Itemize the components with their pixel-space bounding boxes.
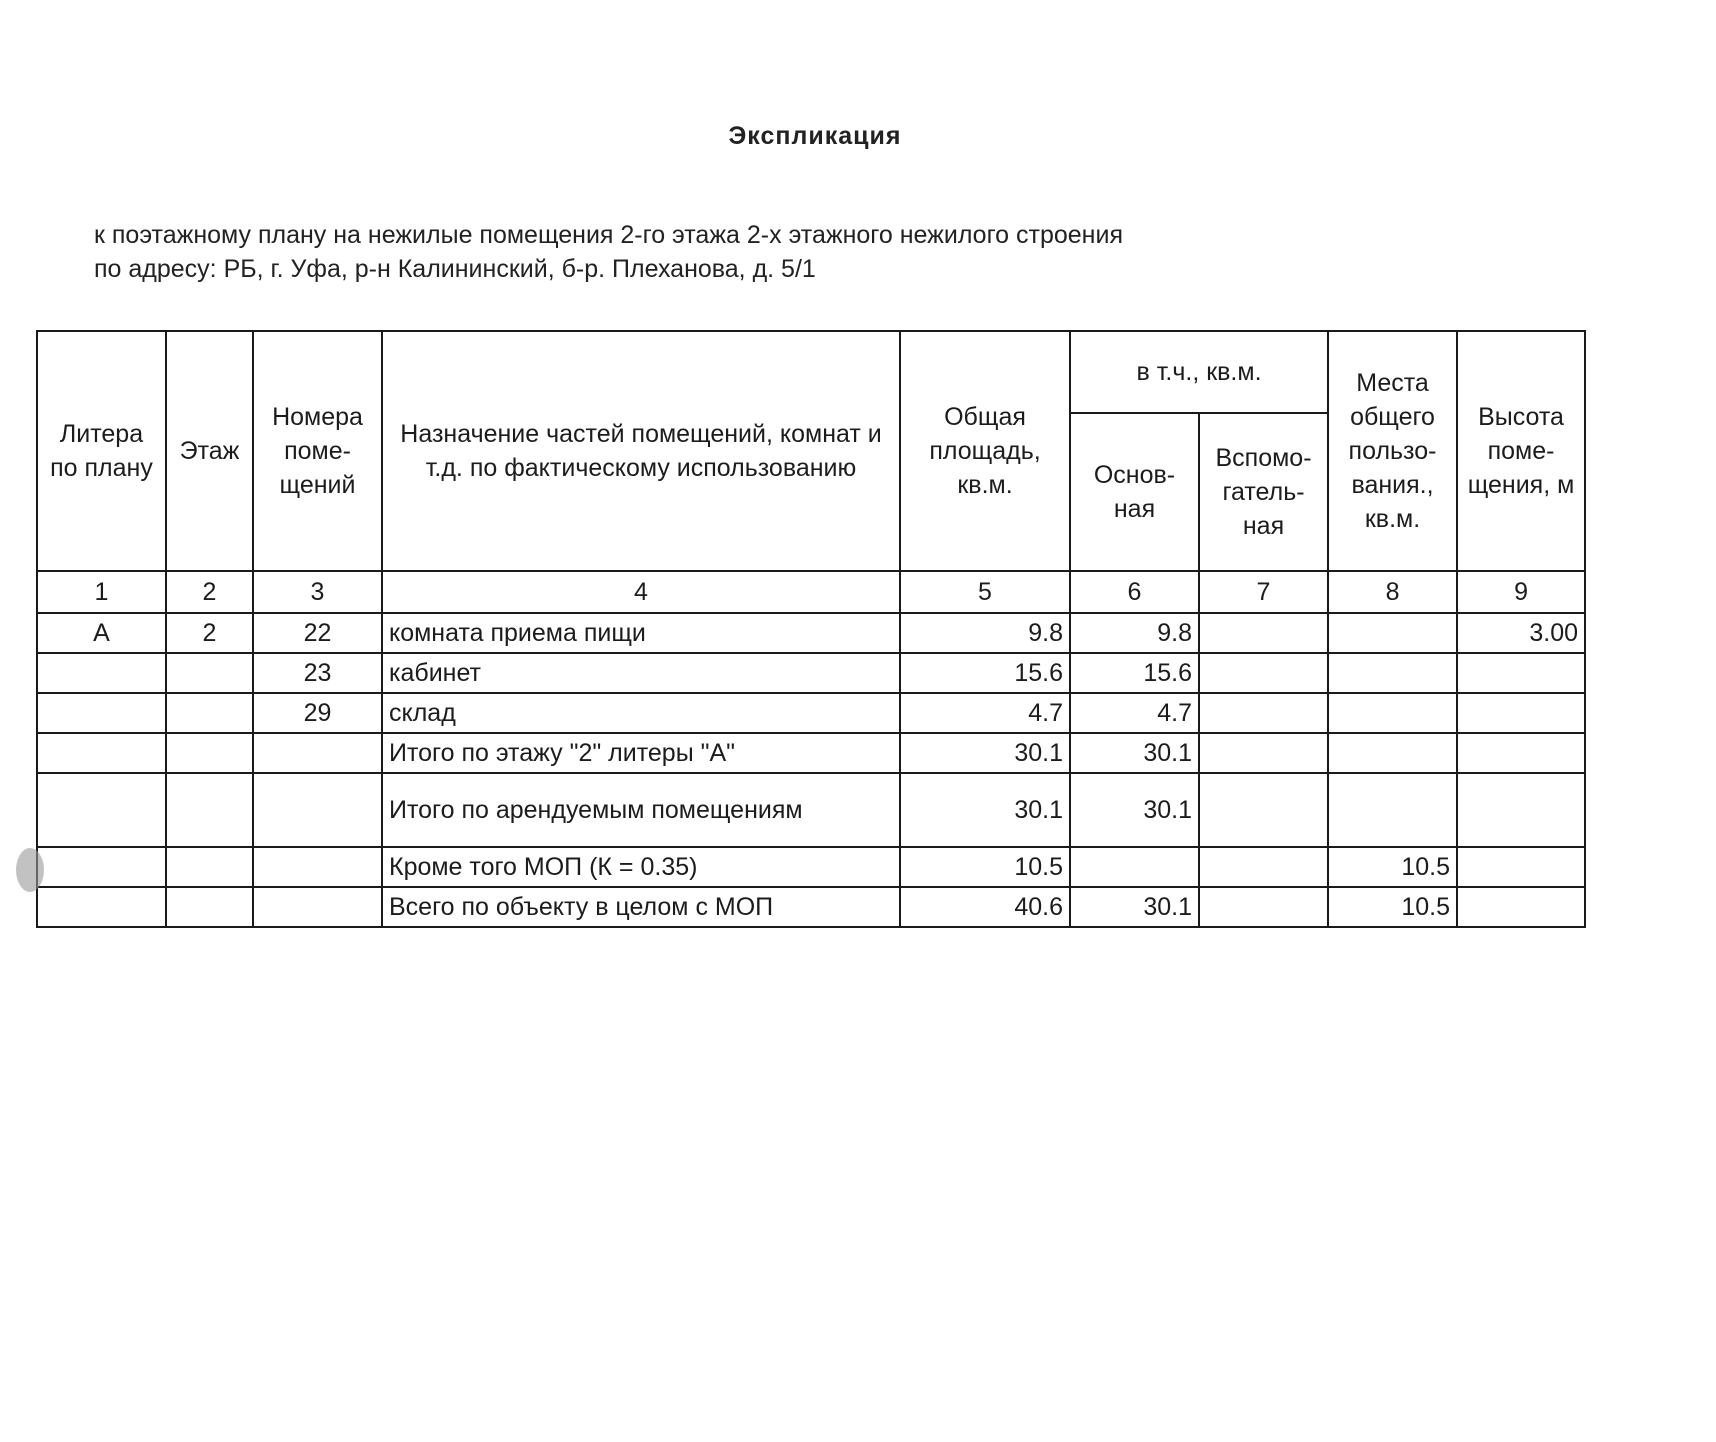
cell-naznachenie: Итого по этажу "2" литеры "А" (382, 733, 900, 773)
cell-naznachenie: Итого по арендуемым помещениям (382, 773, 900, 847)
cell-naznachenie: Всего по объекту в целом с МОП (382, 887, 900, 927)
cell-vysota (1457, 693, 1585, 733)
scan-smudge (16, 848, 44, 892)
header-etazh: Этаж (166, 331, 253, 571)
cell-litera (37, 887, 166, 927)
column-number: 4 (382, 571, 900, 613)
cell-nomer (253, 773, 382, 847)
cell-osnovnaya: 9.8 (1070, 613, 1199, 653)
cell-nomer (253, 887, 382, 927)
cell-vspomogatelnaya (1199, 847, 1328, 887)
cell-vysota (1457, 847, 1585, 887)
cell-vysota (1457, 887, 1585, 927)
cell-nomer: 23 (253, 653, 382, 693)
cell-vspomogatelnaya (1199, 653, 1328, 693)
cell-osnovnaya: 15.6 (1070, 653, 1199, 693)
cell-vspomogatelnaya (1199, 773, 1328, 847)
cell-vspomogatelnaya (1199, 887, 1328, 927)
cell-nomer (253, 733, 382, 773)
header-nomera: Номера поме-щений (253, 331, 382, 571)
cell-mesta (1328, 613, 1457, 653)
cell-litera (37, 653, 166, 693)
header-obshaya-ploshad: Общая площадь, кв.м. (900, 331, 1070, 571)
table-row (37, 653, 1585, 693)
cell-obshaya: 10.5 (900, 847, 1070, 887)
cell-etazh (166, 653, 253, 693)
table-row-rented-total (37, 773, 1585, 847)
cell-nomer: 22 (253, 613, 382, 653)
subtitle-line-1: к поэтажному плану на нежилые помещения 2-го этажа 2-х этажного нежилого строения (94, 221, 1123, 249)
header-vysota: Высота поме-щения, м (1457, 331, 1585, 571)
cell-litera (37, 773, 166, 847)
header-osnovnaya: Основ-ная (1070, 413, 1199, 571)
cell-mesta (1328, 773, 1457, 847)
cell-osnovnaya: 30.1 (1070, 773, 1199, 847)
cell-vysota (1457, 653, 1585, 693)
column-number: 5 (900, 571, 1070, 613)
cell-obshaya: 30.1 (900, 773, 1070, 847)
cell-naznachenie: склад (382, 693, 900, 733)
cell-obshaya: 9.8 (900, 613, 1070, 653)
cell-litera (37, 733, 166, 773)
column-number: 1 (37, 571, 166, 613)
document-subtitle (94, 218, 1123, 286)
cell-nomer: 29 (253, 693, 382, 733)
cell-obshaya: 15.6 (900, 653, 1070, 693)
cell-osnovnaya: 30.1 (1070, 887, 1199, 927)
header-litera: Литера по плану (37, 331, 166, 571)
cell-litera: А (37, 613, 166, 653)
cell-mesta (1328, 693, 1457, 733)
cell-osnovnaya: 4.7 (1070, 693, 1199, 733)
cell-etazh (166, 773, 253, 847)
header-row-top (37, 331, 1585, 413)
cell-etazh (166, 847, 253, 887)
subtitle-line-2: по адресу: РБ, г. Уфа, р-н Калининский, б-р. Плеханова, д. 5/1 (94, 255, 816, 283)
column-number: 8 (1328, 571, 1457, 613)
table-row-grand-total (37, 887, 1585, 927)
cell-mesta: 10.5 (1328, 887, 1457, 927)
cell-naznachenie: кабинет (382, 653, 900, 693)
cell-etazh: 2 (166, 613, 253, 653)
cell-naznachenie: Кроме того МОП (К = 0.35) (382, 847, 900, 887)
cell-etazh (166, 733, 253, 773)
document-title: Экспликация (728, 122, 902, 150)
cell-etazh (166, 693, 253, 733)
table-row (37, 693, 1585, 733)
column-number: 3 (253, 571, 382, 613)
column-number: 7 (1199, 571, 1328, 613)
cell-naznachenie: комната приема пищи (382, 613, 900, 653)
column-number: 2 (166, 571, 253, 613)
cell-mesta (1328, 653, 1457, 693)
cell-osnovnaya (1070, 847, 1199, 887)
column-number-row (37, 571, 1585, 613)
header-naznachenie: Назначение частей помещений, комнат и т.д. по фактическому использованию (382, 331, 900, 571)
cell-obshaya: 40.6 (900, 887, 1070, 927)
cell-osnovnaya: 30.1 (1070, 733, 1199, 773)
cell-vysota: 3.00 (1457, 613, 1585, 653)
cell-etazh (166, 887, 253, 927)
column-number: 6 (1070, 571, 1199, 613)
cell-vysota (1457, 773, 1585, 847)
cell-litera (37, 847, 166, 887)
table-row-subtotal (37, 733, 1585, 773)
cell-obshaya: 4.7 (900, 693, 1070, 733)
cell-vspomogatelnaya (1199, 693, 1328, 733)
column-number: 9 (1457, 571, 1585, 613)
cell-mesta (1328, 733, 1457, 773)
cell-vysota (1457, 733, 1585, 773)
header-vspomogatelnaya: Вспомо-гатель-ная (1199, 413, 1328, 571)
header-v-tch: в т.ч., кв.м. (1070, 331, 1328, 413)
cell-vspomogatelnaya (1199, 733, 1328, 773)
cell-litera (37, 693, 166, 733)
cell-vspomogatelnaya (1199, 613, 1328, 653)
cell-mesta: 10.5 (1328, 847, 1457, 887)
header-mesta-obshego: Места общего пользо-вания., кв.м. (1328, 331, 1457, 571)
table-row-mop (37, 847, 1585, 887)
cell-nomer (253, 847, 382, 887)
cell-obshaya: 30.1 (900, 733, 1070, 773)
table-row (37, 613, 1585, 653)
explication-table (36, 330, 1586, 928)
